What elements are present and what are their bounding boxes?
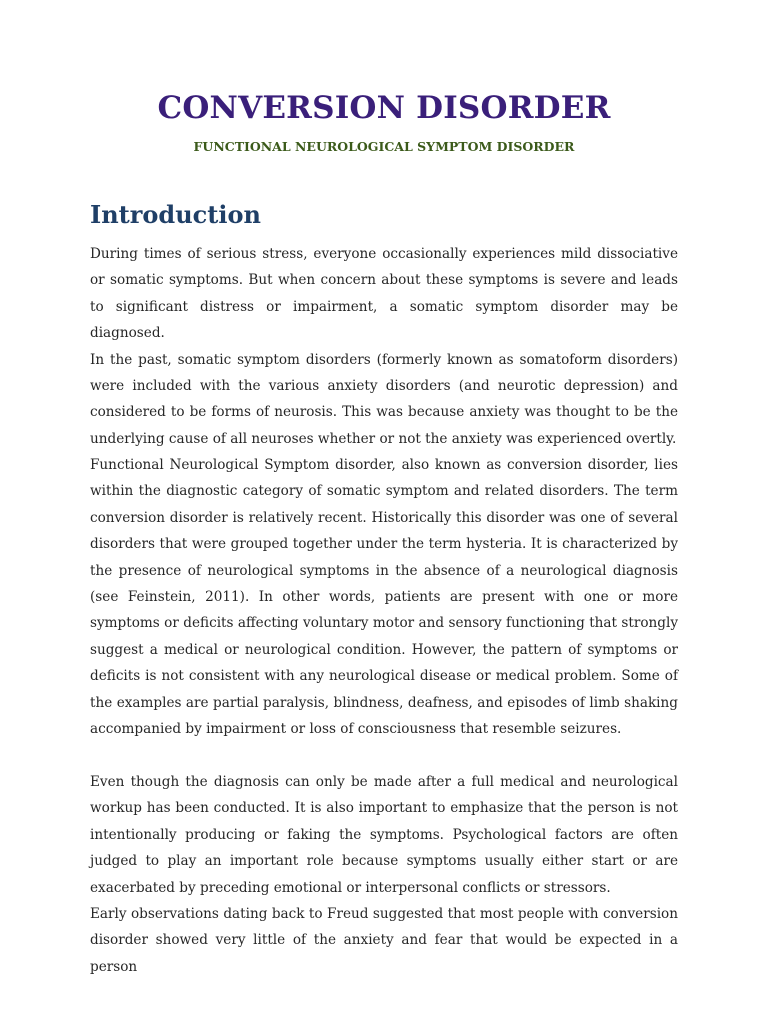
paragraph: In the past, somatic symptom disorders (formerly known as somatoform disorders) were included with the various anxiety disorders (and neurotic depression) and considered to be forms of neurosis. This was because anxiety was thought to be the underlying cause of all neuroses whether or not the anxiety was experienced overtly. bbox=[90, 351, 678, 447]
page-subtitle: FUNCTIONAL NEUROLOGICAL SYMPTOM DISORDER bbox=[193, 139, 575, 154]
paragraph: During times of serious stress, everyone occasionally experiences mild dissociative or somatic symptoms. But when concern about these symptoms is severe and leads to significant distress or impairment, a somatic symptom disorder may be diagnosed. bbox=[90, 246, 678, 342]
paragraph: Functional Neurological Symptom disorder, also known as conversion disorder, lies within the diagnostic category of somatic symptom and related disorders. The term conversion disorder is relatively recent. Historically this disorder was one of several disorders that were grouped together under the term hysteria. It is characterized by the presence of neurological symptoms in the absence of a neurological diagnosis (see Feinstein, 2011). In other words, patients are present with one or more symptoms or deficits affecting voluntary motor and sensory functioning that strongly suggest a medical or neurological condition. However, the pattern of symptoms or deficits is not consistent with any neurological disease or medical problem. Some of the examples are partial paralysis, blindness, deafness, and episodes of limb shaking accompanied by impairment or loss of consciousness that resemble seizures. bbox=[90, 457, 678, 738]
page-title: CONVERSION DISORDER bbox=[157, 90, 611, 126]
body-text-block-2 bbox=[90, 452, 678, 742]
body-text-block-3 bbox=[90, 769, 678, 980]
body-text-block-1 bbox=[90, 241, 678, 452]
paragraph: Early observations dating back to Freud suggested that most people with conversion disorder showed very little of the anxiety and fear that would be expected in a person bbox=[90, 906, 678, 975]
paragraph: Even though the diagnosis can only be made after a full medical and neurological workup has been conducted. It is also important to emphasize that the person is not intentionally producing or faking the symptoms. Psychological factors are often judged to play an important role because symptoms usually either start or are exacerbated by preceding emotional or interpersonal conflicts or stressors. bbox=[90, 774, 678, 896]
section-heading: Introduction bbox=[90, 200, 261, 229]
